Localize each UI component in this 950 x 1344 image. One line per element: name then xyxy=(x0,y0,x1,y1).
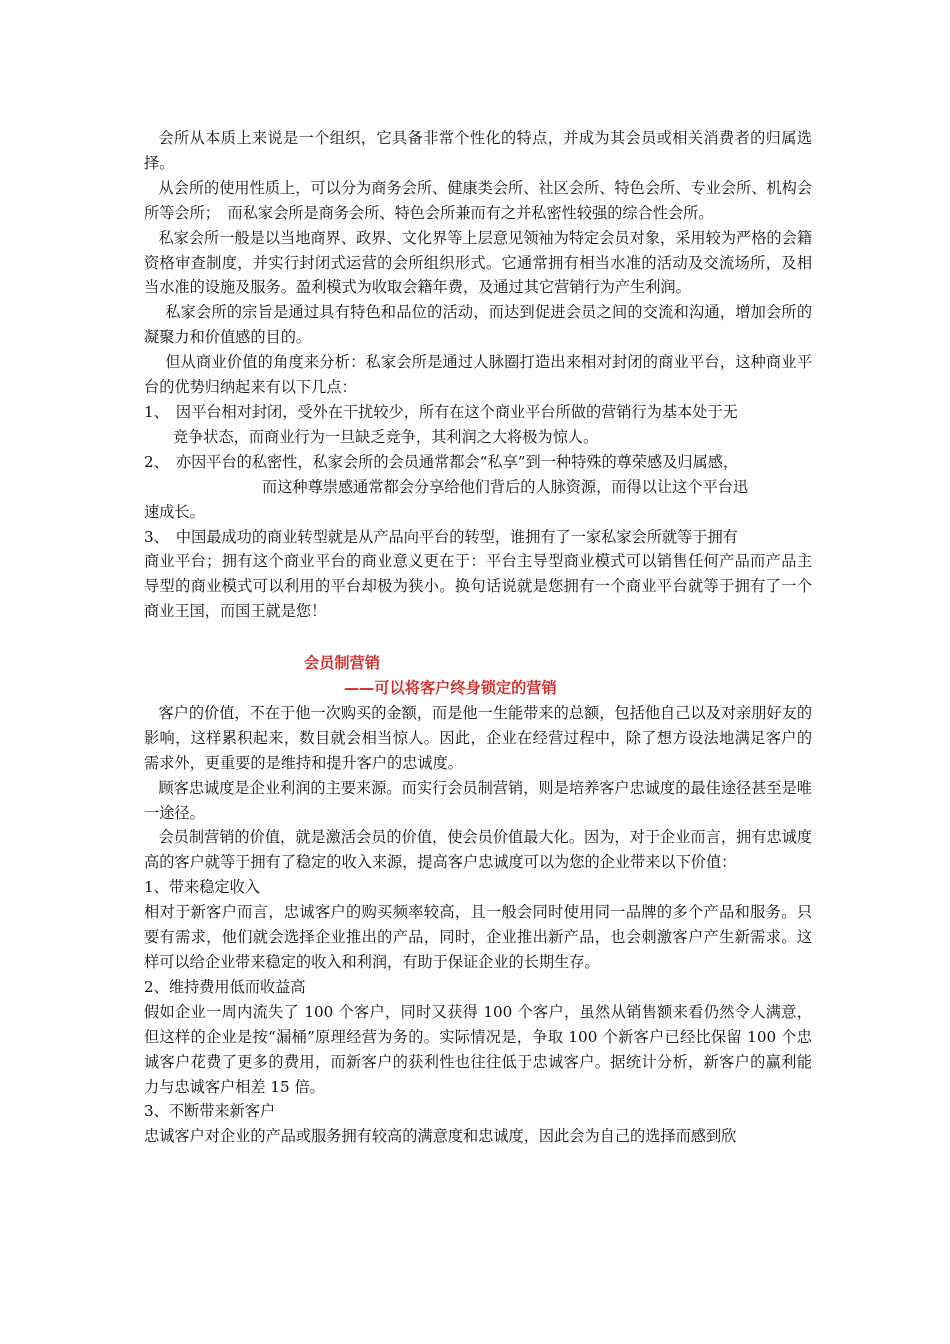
subsection-heading: 2、维持费用低而收益高 xyxy=(144,977,306,996)
paragraph: 客户的价值，不在于他一次购买的金额，而是他一生能带来的总额，包括他自己以及对亲朋好友的影响，这样累积起来，数目就会相当惊人。因此，企业在经营过程中，除了想方设法地满足客户的需求外，更重要的是维持和提升客户的忠诚度。 xyxy=(144,703,812,772)
list-number: 1、 xyxy=(144,402,169,421)
paragraph: 但从商业价值的角度来分析：私家会所是通过人脉圈打造出来相对封闭的商业平台，这种商业平台的优势归纳起来有以下几点： xyxy=(144,353,812,397)
paragraph: 相对于新客户而言，忠诚客户的购买频率较高，且一般会同时使用同一品牌的多个产品和服务。只要有需求，他们就会选择企业推出的产品，同时，企业推出新产品，也会刺激客户产生新需求。这样可以给企业带来稳定的收入和利润，有助于保证企业的长期生存。 xyxy=(144,903,812,971)
list-continuation: 竞争状态，而商业行为一旦缺乏竞争，其利润之大将极为惊人。 xyxy=(172,427,599,446)
subsection-heading: 1、带来稳定收入 xyxy=(144,878,260,897)
spacer xyxy=(144,624,812,651)
list-number: 2、 xyxy=(144,452,169,471)
paragraph: 假如企业一周内流失了 100 个客户，同时又获得 100 个客户，虽然从销售额来看仍然令人满意，但这样的企业是按“漏桶”原理经营为务的。实际情况是，争取 100 个新客户已经比保留 100 个忠诚客户花费了更多的费用，而新客户的获利性也往往低于忠诚客户。据统计分析，新客户的赢利能力与忠诚客户相差 15 倍。 xyxy=(144,1002,812,1096)
list-continuation: 而这种尊崇感通常都会分享给他们背后的人脉资源，而得以让这个平台迅 xyxy=(262,477,748,496)
paragraph: 从会所的使用性质上，可以分为商务会所、健康类会所、社区会所、特色会所、专业会所、机构会所等会所； 而私家会所是商务会所、特色会所兼而有之并私密性较强的综合性会所。 xyxy=(144,178,812,222)
document-body xyxy=(144,126,812,1149)
list-text: 亦因平台的私密性，私家会所的会员通常都会“私享”到一种特殊的尊荣感及归属感， xyxy=(175,452,739,471)
paragraph: 会所从本质上来说是一个组织，它具备非常个性化的特点，并成为其会员或相关消费者的归属选择。 xyxy=(144,129,812,172)
paragraph: 顾客忠诚度是企业利润的主要来源。而实行会员制营销，则是培养客户忠诚度的最佳途径甚至是唯一途径。 xyxy=(144,778,812,822)
list-text: 因平台相对封闭，受外在干扰较少，所有在这个商业平台所做的营销行为基本处于无 xyxy=(175,402,738,421)
list-item-1 xyxy=(144,400,812,425)
section-heading: 会员制营销 xyxy=(304,654,380,673)
paragraph: 会员制营销的价值，就是激活会员的价值，使会员价值最大化。因为，对于企业而言，拥有忠诚度高的客户就等于拥有了稳定的收入来源，提高客户忠诚度可以为您的企业带来以下价值： xyxy=(144,828,812,872)
paragraph: 私家会所的宗旨是通过具有特色和品位的活动，而达到促进会员之间的交流和沟通，增加会所的凝聚力和价值感的目的。 xyxy=(144,303,812,347)
paragraph: 私家会所一般是以当地商界、政界、文化界等上层意见领袖为特定会员对象，采用较为严格的会籍资格审查制度，并实行封闭式运营的会所组织形式。它通常拥有相当水准的活动及交流场所，及相当水准的设施及服务。盈利模式为收取会籍年费，及通过其它营销行为产生利润。 xyxy=(144,228,812,297)
paragraph: 忠诚客户对企业的产品或服务拥有较高的满意度和忠诚度，因此会为自己的选择而感到欣 xyxy=(144,1127,737,1146)
list-number: 3、 xyxy=(144,527,169,546)
subsection-heading: 3、不断带来新客户 xyxy=(144,1102,276,1121)
list-continuation: 速成长。 xyxy=(144,502,205,521)
list-text: 中国最成功的商业转型就是从产品向平台的转型，谁拥有了一家私家会所就等于拥有 xyxy=(175,527,738,546)
list-item-3 xyxy=(144,525,812,550)
section-subheading: ——可以将客户终身锁定的营销 xyxy=(344,679,557,698)
list-continuation: 商业平台；拥有这个商业平台的商业意义更在于：平台主导型商业模式可以销售任何产品而产品主导型的商业模式可以利用的平台却极为狭小。换句话说就是您拥有一个商业平台就等于拥有了一个商业王国，而国王就是您！ xyxy=(144,552,812,621)
list-item-2 xyxy=(144,450,812,475)
